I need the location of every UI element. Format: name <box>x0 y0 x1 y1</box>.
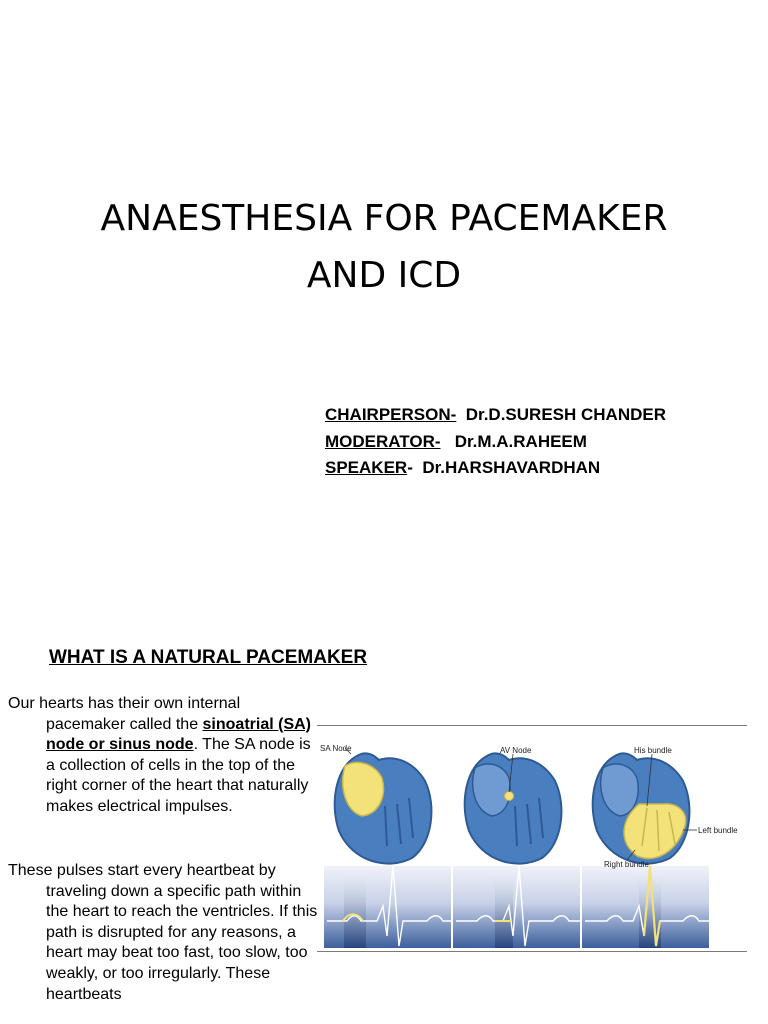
heart-conduction-figure <box>317 725 747 952</box>
credit-dash: - <box>407 458 413 477</box>
title-line-1: ANAESTHESIA FOR PACEMAKER <box>100 198 668 239</box>
heart-icon <box>335 753 432 863</box>
credit-name: Dr.D.SURESH CHANDER <box>465 405 666 424</box>
paragraph-pulses: These pulses start every heartbeat by traveling down a specific path within the heart to reach the ventricles. If this path is disrupted for any reasons, a heart may beat too fast, too slow, too weakly, or too irregularly. These heartbeats <box>8 862 318 1003</box>
title-line-2: AND ICD <box>306 255 462 296</box>
sa-node-highlight: sinoatrial (SA) node or sinus node <box>46 715 311 754</box>
credit-moderator <box>325 429 666 456</box>
credit-speaker <box>325 455 666 482</box>
credit-role: CHAIRPERSON- <box>325 405 457 424</box>
panel-av-node <box>453 740 580 948</box>
label-av-node: AV Node <box>500 746 532 755</box>
label-his-bundle: His bundle <box>634 746 672 755</box>
para-text: . The SA node is a collection of cells in the top of the right corner of the heart that naturally makes electrical impulses. <box>46 736 311 815</box>
credits-block <box>325 402 666 482</box>
paragraph-sa-node <box>8 694 320 818</box>
panel-bundles <box>582 740 742 948</box>
label-sa-node: SA Node <box>320 744 352 753</box>
heart-icon <box>593 753 690 863</box>
credit-role: MODERATOR- <box>325 431 441 451</box>
slide-2 <box>0 576 768 1024</box>
label-left-bundle: Left bundle <box>698 826 738 835</box>
heart-icon <box>465 753 562 863</box>
section-title: WHAT IS A NATURAL PACEMAKER <box>49 647 368 668</box>
credit-name: Dr.HARSHAVARDHAN <box>422 458 601 477</box>
label-right-bundle: Right bundle <box>604 860 649 869</box>
credit-role: SPEAKER <box>325 458 408 477</box>
panel-sa-node <box>324 740 451 948</box>
credit-chairperson <box>325 402 666 429</box>
slide-title <box>60 190 708 304</box>
credit-name: Dr.M.A.RAHEEM <box>454 431 587 451</box>
para-text: Our hearts has their own internal pacemaker called the <box>8 695 241 733</box>
heart-conduction-illustration <box>317 726 747 951</box>
